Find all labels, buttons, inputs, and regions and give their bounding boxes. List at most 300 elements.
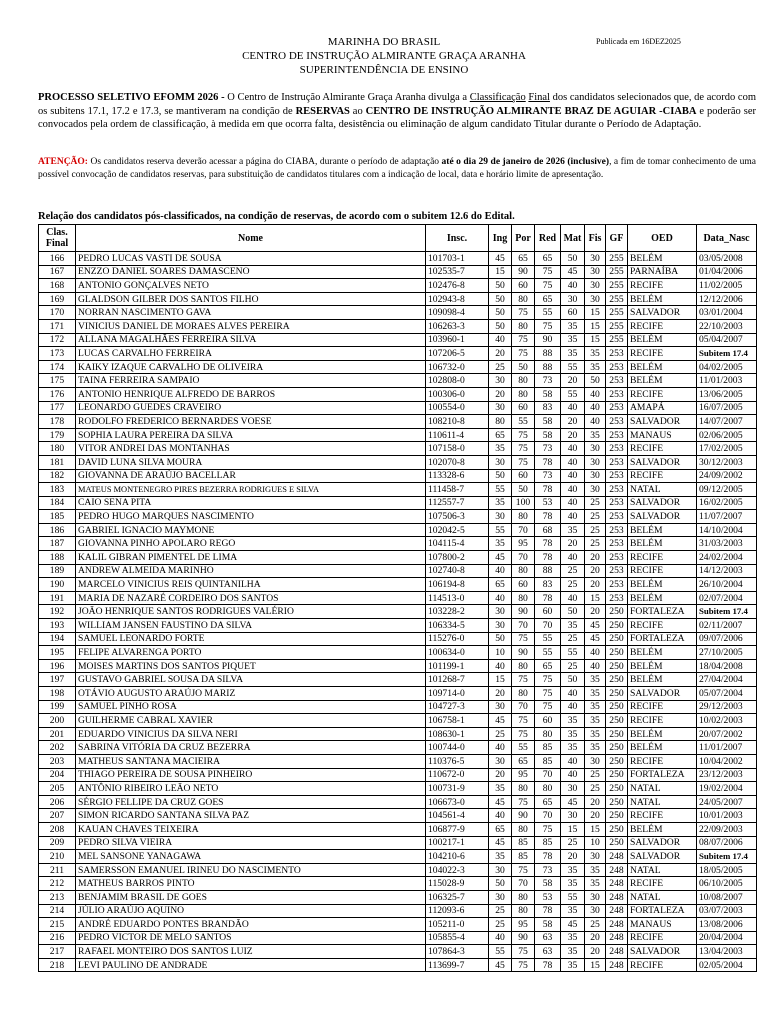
cell-fis: 35	[585, 714, 606, 728]
cell-ing: 30	[489, 510, 512, 524]
table-row	[39, 333, 757, 347]
cell-gf: 253	[606, 442, 628, 456]
cell-data-nasc: 27/10/2005	[697, 646, 757, 660]
cell-mat: 50	[561, 252, 585, 266]
cell-ing: 35	[489, 442, 512, 456]
cell-nome: SABRINA VITÓRIA DA CRUZ BEZERRA	[76, 741, 426, 755]
cell-oed: NATAL	[628, 782, 697, 796]
table-row	[39, 360, 757, 374]
cell-red: 78	[535, 537, 561, 551]
cell-gf: 253	[606, 523, 628, 537]
cell-insc: 103228-2	[426, 605, 489, 619]
cell-data-nasc: 14/12/2003	[697, 564, 757, 578]
cell-ing: 45	[489, 958, 512, 972]
cell-por: 80	[512, 319, 535, 333]
cell-red: 58	[535, 387, 561, 401]
cell-oed: SALVADOR	[628, 945, 697, 959]
cell-fis: 30	[585, 442, 606, 456]
cell-nome: SAMUEL PINHO ROSA	[76, 700, 426, 714]
cell-por: 75	[512, 795, 535, 809]
cell-red: 83	[535, 401, 561, 415]
cell-mat: 40	[561, 768, 585, 782]
cell-data-nasc: 20/07/2002	[697, 727, 757, 741]
cell-nome: ANTONIO GONÇALVES NETO	[76, 279, 426, 293]
cell-ing: 35	[489, 537, 512, 551]
cell-mat: 40	[561, 510, 585, 524]
cell-ing: 45	[489, 252, 512, 266]
table-row	[39, 918, 757, 932]
cell-ing: 25	[489, 727, 512, 741]
cell-fis: 25	[585, 510, 606, 524]
cell-por: 55	[512, 741, 535, 755]
cell-ing: 50	[489, 306, 512, 320]
cell-clas: 211	[39, 863, 76, 877]
cell-red: 65	[535, 252, 561, 266]
cell-red: 85	[535, 741, 561, 755]
cell-insc: 106758-1	[426, 714, 489, 728]
cell-clas: 179	[39, 428, 76, 442]
cell-data-nasc: 03/07/2003	[697, 904, 757, 918]
table-row	[39, 442, 757, 456]
cell-oed: RECIFE	[628, 619, 697, 633]
cell-nome: RAFAEL MONTEIRO DOS SANTOS LUIZ	[76, 945, 426, 959]
cell-por: 60	[512, 578, 535, 592]
cell-red: 75	[535, 673, 561, 687]
cell-data-nasc: 31/03/2003	[697, 537, 757, 551]
cell-mat: 35	[561, 523, 585, 537]
cell-insc: 113328-6	[426, 469, 489, 483]
cell-nome: MEL SANSONE YANAGAWA	[76, 850, 426, 864]
cell-clas: 208	[39, 822, 76, 836]
cell-oed: RECIFE	[628, 877, 697, 891]
cell-clas: 206	[39, 795, 76, 809]
cell-nome: KAUAN CHAVES TEIXEIRA	[76, 822, 426, 836]
cell-mat: 35	[561, 904, 585, 918]
cell-clas: 187	[39, 537, 76, 551]
cell-fis: 30	[585, 754, 606, 768]
cell-data-nasc: 18/04/2008	[697, 659, 757, 673]
table-row	[39, 319, 757, 333]
cell-mat: 35	[561, 741, 585, 755]
cell-insc: 106194-8	[426, 578, 489, 592]
cell-red: 73	[535, 863, 561, 877]
cell-fis: 15	[585, 958, 606, 972]
cell-mat: 20	[561, 428, 585, 442]
cell-red: 78	[535, 455, 561, 469]
cell-mat: 40	[561, 469, 585, 483]
cell-insc: 106325-7	[426, 890, 489, 904]
cell-data-nasc: 06/10/2005	[697, 877, 757, 891]
cell-nome: VITOR ANDREI DAS MONTANHAS	[76, 442, 426, 456]
cell-mat: 45	[561, 918, 585, 932]
cell-gf: 250	[606, 700, 628, 714]
cell-data-nasc: 27/04/2004	[697, 673, 757, 687]
cell-gf: 248	[606, 904, 628, 918]
cell-clas: 180	[39, 442, 76, 456]
intro-underline-2: Final	[528, 92, 550, 103]
cell-gf: 250	[606, 714, 628, 728]
cell-data-nasc: 10/01/2003	[697, 809, 757, 823]
cell-clas: 182	[39, 469, 76, 483]
cell-insc: 107158-0	[426, 442, 489, 456]
cell-clas: 191	[39, 591, 76, 605]
cell-oed: FORTALEZA	[628, 768, 697, 782]
cell-por: 100	[512, 496, 535, 510]
cell-nome: GUILHERME CABRAL XAVIER	[76, 714, 426, 728]
cell-insc: 115028-9	[426, 877, 489, 891]
cell-insc: 106334-5	[426, 619, 489, 633]
cell-gf: 255	[606, 279, 628, 293]
cell-ing: 45	[489, 795, 512, 809]
cell-ing: 30	[489, 401, 512, 415]
cell-insc: 108630-1	[426, 727, 489, 741]
cell-mat: 25	[561, 564, 585, 578]
cell-insc: 114513-0	[426, 591, 489, 605]
cell-insc: 100217-1	[426, 836, 489, 850]
cell-ing: 40	[489, 564, 512, 578]
cell-clas: 169	[39, 292, 76, 306]
cell-mat: 25	[561, 578, 585, 592]
cell-gf: 253	[606, 347, 628, 361]
table-row	[39, 768, 757, 782]
cell-oed: BELÉM	[628, 673, 697, 687]
cell-nome: WILLIAM JANSEN FAUSTINO DA SILVA	[76, 619, 426, 633]
cell-oed: RECIFE	[628, 564, 697, 578]
cell-ing: 50	[489, 469, 512, 483]
cell-clas: 170	[39, 306, 76, 320]
cell-fis: 15	[585, 591, 606, 605]
table-row	[39, 347, 757, 361]
cell-por: 90	[512, 605, 535, 619]
cell-data-nasc: 09/12/2005	[697, 483, 757, 497]
cell-ing: 45	[489, 551, 512, 565]
cell-oed: BELÉM	[628, 741, 697, 755]
table-row	[39, 958, 757, 972]
table-row	[39, 510, 757, 524]
cell-por: 75	[512, 673, 535, 687]
cell-red: 75	[535, 687, 561, 701]
cell-oed: NATAL	[628, 863, 697, 877]
cell-data-nasc: 09/07/2006	[697, 632, 757, 646]
cell-por: 80	[512, 687, 535, 701]
cell-ing: 25	[489, 360, 512, 374]
cell-gf: 255	[606, 306, 628, 320]
cell-por: 85	[512, 850, 535, 864]
cell-data-nasc: 24/02/2004	[697, 551, 757, 565]
cell-data-nasc: Subitem 17.4	[697, 347, 757, 361]
cell-red: 55	[535, 632, 561, 646]
cell-red: 75	[535, 700, 561, 714]
cell-data-nasc: 10/02/2003	[697, 714, 757, 728]
cell-red: 55	[535, 306, 561, 320]
cell-clas: 176	[39, 387, 76, 401]
cell-fis: 30	[585, 279, 606, 293]
cell-insc: 107206-5	[426, 347, 489, 361]
cell-fis: 40	[585, 401, 606, 415]
cell-clas: 175	[39, 374, 76, 388]
cell-fis: 30	[585, 292, 606, 306]
cell-gf: 248	[606, 931, 628, 945]
cell-data-nasc: 20/04/2004	[697, 931, 757, 945]
cell-mat: 35	[561, 347, 585, 361]
table-row	[39, 537, 757, 551]
cell-oed: RECIFE	[628, 714, 697, 728]
cell-oed: MANAUS	[628, 428, 697, 442]
cell-fis: 35	[585, 347, 606, 361]
cell-nome: MOISES MARTINS DOS SANTOS PIQUET	[76, 659, 426, 673]
cell-insc: 101703-1	[426, 252, 489, 266]
cell-insc: 104727-3	[426, 700, 489, 714]
cell-insc: 102535-7	[426, 265, 489, 279]
cell-mat: 40	[561, 483, 585, 497]
cell-mat: 35	[561, 319, 585, 333]
cell-insc: 113699-7	[426, 958, 489, 972]
cell-oed: SALVADOR	[628, 510, 697, 524]
cell-mat: 25	[561, 659, 585, 673]
cell-clas: 214	[39, 904, 76, 918]
cell-nome: RODOLFO FREDERICO BERNARDES VOESE	[76, 415, 426, 429]
cell-fis: 30	[585, 455, 606, 469]
cell-mat: 30	[561, 809, 585, 823]
cell-insc: 106673-0	[426, 795, 489, 809]
cell-fis: 35	[585, 741, 606, 755]
table-row	[39, 632, 757, 646]
cell-gf: 253	[606, 578, 628, 592]
cell-gf: 253	[606, 483, 628, 497]
cell-oed: SALVADOR	[628, 415, 697, 429]
cell-nome: JÚLIO ARAÚJO AQUINO	[76, 904, 426, 918]
cell-insc: 112093-6	[426, 904, 489, 918]
cell-mat: 55	[561, 646, 585, 660]
cell-fis: 30	[585, 483, 606, 497]
attention-text-1: Os candidatos reserva deverão acessar a página do CIABA, durante o período de adaptação	[87, 157, 442, 167]
cell-gf: 250	[606, 619, 628, 633]
cell-red: 60	[535, 714, 561, 728]
cell-data-nasc: 10/04/2002	[697, 754, 757, 768]
cell-fis: 30	[585, 904, 606, 918]
cell-ing: 30	[489, 605, 512, 619]
cell-nome: FELIPE ALVARENGA PORTO	[76, 646, 426, 660]
cell-por: 70	[512, 619, 535, 633]
cell-por: 75	[512, 727, 535, 741]
cell-clas: 173	[39, 347, 76, 361]
cell-red: 58	[535, 918, 561, 932]
cell-gf: 253	[606, 401, 628, 415]
attention-inclusive: (inclusive)	[564, 157, 610, 167]
cell-ing: 30	[489, 863, 512, 877]
cell-gf: 255	[606, 319, 628, 333]
cell-fis: 35	[585, 673, 606, 687]
cell-red: 78	[535, 904, 561, 918]
cell-data-nasc: 13/08/2006	[697, 918, 757, 932]
cell-gf: 253	[606, 591, 628, 605]
cell-mat: 40	[561, 551, 585, 565]
table-row	[39, 605, 757, 619]
cell-ing: 50	[489, 632, 512, 646]
cell-clas: 189	[39, 564, 76, 578]
cell-nome: ALLANA MAGALHÃES FERREIRA SILVA	[76, 333, 426, 347]
cell-gf: 250	[606, 646, 628, 660]
cell-clas: 183	[39, 483, 76, 497]
cell-fis: 30	[585, 890, 606, 904]
table-row	[39, 890, 757, 904]
cell-nome: ENZZO DANIEL SOARES DAMASCENO	[76, 265, 426, 279]
cell-nome: PEDRO LUCAS VASTI DE SOUSA	[76, 252, 426, 266]
cell-mat: 30	[561, 782, 585, 796]
cell-data-nasc: 05/04/2007	[697, 333, 757, 347]
cell-data-nasc: 04/02/2005	[697, 360, 757, 374]
cell-insc: 112557-7	[426, 496, 489, 510]
cell-ing: 50	[489, 292, 512, 306]
cell-clas: 199	[39, 700, 76, 714]
cell-fis: 20	[585, 551, 606, 565]
cell-red: 85	[535, 754, 561, 768]
cell-por: 80	[512, 591, 535, 605]
cell-oed: MANAUS	[628, 918, 697, 932]
cell-insc: 105855-4	[426, 931, 489, 945]
cell-data-nasc: 24/05/2007	[697, 795, 757, 809]
cell-por: 75	[512, 632, 535, 646]
table-row	[39, 496, 757, 510]
cell-data-nasc: 22/09/2003	[697, 822, 757, 836]
cell-gf: 250	[606, 836, 628, 850]
cell-clas: 209	[39, 836, 76, 850]
cell-data-nasc: 11/07/2007	[697, 510, 757, 524]
cell-red: 78	[535, 483, 561, 497]
header-line-1: MARINHA DO BRASIL	[327, 36, 441, 48]
cell-fis: 35	[585, 360, 606, 374]
cell-por: 80	[512, 822, 535, 836]
col-red: Red	[535, 225, 561, 252]
cell-fis: 35	[585, 700, 606, 714]
table-row	[39, 741, 757, 755]
cell-nome: LUCAS CARVALHO FERREIRA	[76, 347, 426, 361]
cell-nome: EDUARDO VINICIUS DA SILVA NERI	[76, 727, 426, 741]
candidates-table	[38, 224, 757, 972]
cell-oed: RECIFE	[628, 754, 697, 768]
cell-nome: SAMUEL LEONARDO FORTE	[76, 632, 426, 646]
cell-clas: 174	[39, 360, 76, 374]
cell-oed: SALVADOR	[628, 455, 697, 469]
cell-mat: 20	[561, 537, 585, 551]
cell-red: 58	[535, 877, 561, 891]
col-fis: Fis	[585, 225, 606, 252]
cell-ing: 45	[489, 714, 512, 728]
cell-red: 55	[535, 646, 561, 660]
cell-clas: 215	[39, 918, 76, 932]
cell-red: 63	[535, 945, 561, 959]
cell-gf: 250	[606, 822, 628, 836]
cell-red: 65	[535, 659, 561, 673]
cell-gf: 250	[606, 605, 628, 619]
cell-red: 53	[535, 496, 561, 510]
cell-nome: THIAGO PEREIRA DE SOUSA PINHEIRO	[76, 768, 426, 782]
table-row	[39, 646, 757, 660]
cell-por: 80	[512, 782, 535, 796]
cell-por: 80	[512, 374, 535, 388]
cell-data-nasc: 05/07/2004	[697, 687, 757, 701]
cell-fis: 40	[585, 646, 606, 660]
cell-insc: 100731-9	[426, 782, 489, 796]
cell-red: 88	[535, 347, 561, 361]
cell-oed: RECIFE	[628, 958, 697, 972]
cell-red: 88	[535, 564, 561, 578]
cell-insc: 102943-8	[426, 292, 489, 306]
table-row	[39, 306, 757, 320]
cell-oed: BELÉM	[628, 646, 697, 660]
cell-data-nasc: 03/01/2004	[697, 306, 757, 320]
table-row	[39, 659, 757, 673]
cell-oed: BELÉM	[628, 537, 697, 551]
cell-clas: 198	[39, 687, 76, 701]
cell-fis: 25	[585, 768, 606, 782]
cell-oed: BELÉM	[628, 360, 697, 374]
table-row	[39, 551, 757, 565]
cell-ing: 80	[489, 415, 512, 429]
cell-ing: 35	[489, 496, 512, 510]
intro-bold-ciaba: CENTRO DE INSTRUÇÃO ALMIRANTE BRAZ DE AGUIAR -CIABA	[365, 105, 697, 117]
cell-gf: 248	[606, 890, 628, 904]
cell-por: 60	[512, 279, 535, 293]
cell-ing: 40	[489, 591, 512, 605]
cell-ing: 65	[489, 428, 512, 442]
cell-insc: 100306-0	[426, 387, 489, 401]
table-row	[39, 564, 757, 578]
cell-clas: 195	[39, 646, 76, 660]
cell-data-nasc: 02/11/2007	[697, 619, 757, 633]
cell-fis: 10	[585, 836, 606, 850]
cell-nome: VINICIUS DANIEL DE MORAES ALVES PEREIRA	[76, 319, 426, 333]
cell-clas: 171	[39, 319, 76, 333]
table-row	[39, 795, 757, 809]
cell-ing: 35	[489, 850, 512, 864]
cell-por: 75	[512, 347, 535, 361]
cell-mat: 35	[561, 931, 585, 945]
cell-insc: 102476-8	[426, 279, 489, 293]
cell-gf: 250	[606, 727, 628, 741]
table-row	[39, 687, 757, 701]
cell-red: 65	[535, 292, 561, 306]
cell-mat: 35	[561, 333, 585, 347]
cell-red: 60	[535, 605, 561, 619]
cell-ing: 50	[489, 877, 512, 891]
table-row	[39, 809, 757, 823]
cell-por: 95	[512, 918, 535, 932]
cell-clas: 193	[39, 619, 76, 633]
cell-mat: 55	[561, 360, 585, 374]
cell-ing: 20	[489, 347, 512, 361]
table-row	[39, 469, 757, 483]
cell-data-nasc: 30/12/2003	[697, 455, 757, 469]
cell-por: 70	[512, 523, 535, 537]
cell-mat: 25	[561, 836, 585, 850]
cell-red: 80	[535, 727, 561, 741]
cell-clas: 197	[39, 673, 76, 687]
cell-red: 88	[535, 360, 561, 374]
table-row	[39, 279, 757, 293]
cell-red: 73	[535, 374, 561, 388]
cell-oed: BELÉM	[628, 727, 697, 741]
cell-clas: 218	[39, 958, 76, 972]
table-row	[39, 265, 757, 279]
cell-clas: 166	[39, 252, 76, 266]
cell-fis: 15	[585, 333, 606, 347]
cell-por: 75	[512, 442, 535, 456]
cell-ing: 20	[489, 387, 512, 401]
cell-nome: SÉRGIO FELLIPE DA CRUZ GOES	[76, 795, 426, 809]
cell-por: 95	[512, 768, 535, 782]
col-mat: Mat	[561, 225, 585, 252]
